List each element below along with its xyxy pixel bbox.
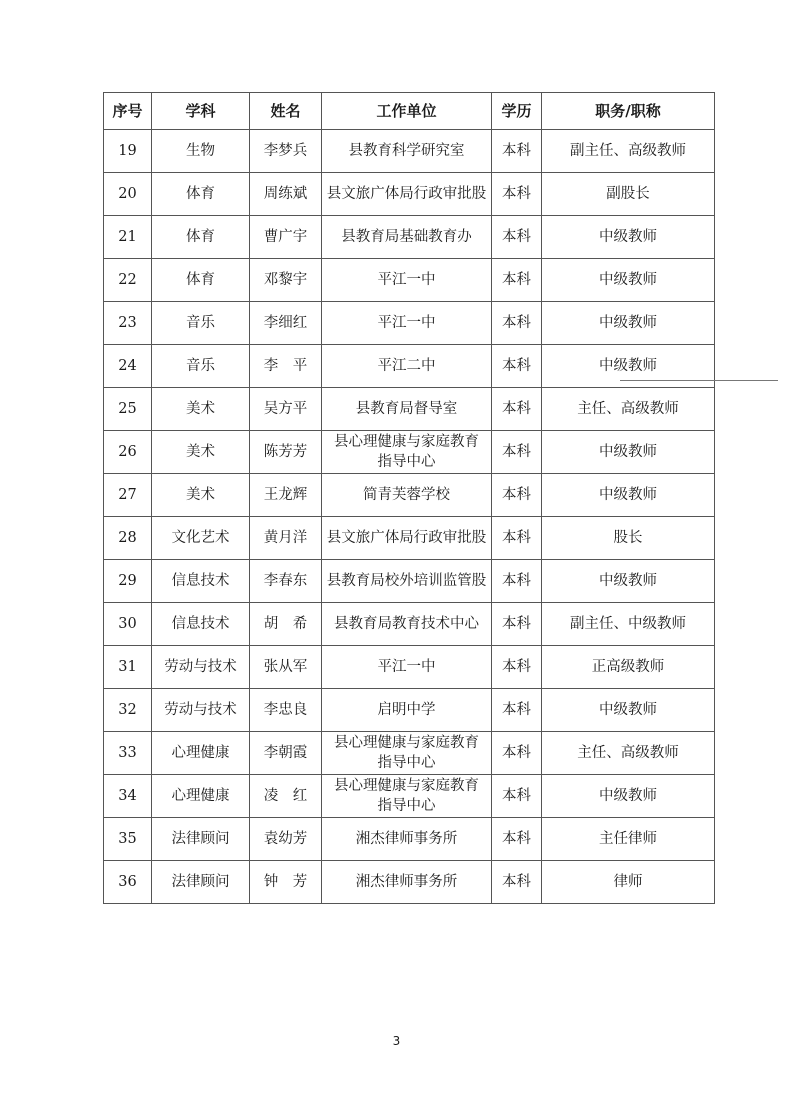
- cell-subject: 信息技术: [152, 560, 250, 603]
- cell-index: 36: [104, 861, 152, 904]
- table-row: [104, 861, 715, 904]
- cell-index: 29: [104, 560, 152, 603]
- cell-subject: 劳动与技术: [152, 689, 250, 732]
- cell-title: 律师: [542, 861, 715, 904]
- header-education: 学历: [492, 93, 542, 130]
- table-row: [104, 517, 715, 560]
- table-row: [104, 173, 715, 216]
- cell-index: 19: [104, 130, 152, 173]
- page-number: 3: [392, 1034, 401, 1048]
- cell-title: 中级教师: [542, 302, 715, 345]
- cell-name: 李 平: [250, 345, 322, 388]
- cell-title: 副主任、中级教师: [542, 603, 715, 646]
- cell-index: 20: [104, 173, 152, 216]
- cell-name: 吴方平: [250, 388, 322, 431]
- cell-workplace: 县心理健康与家庭教育 指导中心: [322, 775, 492, 818]
- cell-title: 副主任、高级教师: [542, 130, 715, 173]
- cell-workplace: 县教育局基础教育办: [322, 216, 492, 259]
- table-row: [104, 388, 715, 431]
- cell-index: 34: [104, 775, 152, 818]
- cell-name: 黄月洋: [250, 517, 322, 560]
- cell-title: 中级教师: [542, 345, 715, 388]
- cell-workplace: 县文旅广体局行政审批股: [322, 517, 492, 560]
- table-row: [104, 560, 715, 603]
- cell-title: 中级教师: [542, 689, 715, 732]
- cell-index: 32: [104, 689, 152, 732]
- cell-title: 主任律师: [542, 818, 715, 861]
- cell-name: 王龙辉: [250, 474, 322, 517]
- cell-title: 主任、高级教师: [542, 388, 715, 431]
- cell-name: 张从军: [250, 646, 322, 689]
- table-row: [104, 732, 715, 775]
- cell-subject: 美术: [152, 431, 250, 474]
- cell-subject: 心理健康: [152, 775, 250, 818]
- cell-education: 本科: [492, 732, 542, 775]
- cell-title: 中级教师: [542, 775, 715, 818]
- table-row: [104, 818, 715, 861]
- cell-workplace: 平江一中: [322, 646, 492, 689]
- stray-line: [620, 380, 778, 381]
- cell-workplace: 湘杰律师事务所: [322, 861, 492, 904]
- cell-subject: 文化艺术: [152, 517, 250, 560]
- table-row: [104, 431, 715, 474]
- cell-subject: 美术: [152, 474, 250, 517]
- cell-title: 中级教师: [542, 474, 715, 517]
- table-row: [104, 474, 715, 517]
- cell-name: 李忠良: [250, 689, 322, 732]
- cell-index: 31: [104, 646, 152, 689]
- cell-education: 本科: [492, 689, 542, 732]
- table-row: [104, 345, 715, 388]
- cell-subject: 生物: [152, 130, 250, 173]
- cell-name: 袁幼芳: [250, 818, 322, 861]
- cell-subject: 音乐: [152, 345, 250, 388]
- cell-education: 本科: [492, 259, 542, 302]
- cell-workplace: 简青芙蓉学校: [322, 474, 492, 517]
- cell-workplace: 平江一中: [322, 259, 492, 302]
- cell-title: 中级教师: [542, 259, 715, 302]
- cell-name: 李春东: [250, 560, 322, 603]
- cell-subject: 体育: [152, 259, 250, 302]
- cell-education: 本科: [492, 345, 542, 388]
- cell-name: 曹广宇: [250, 216, 322, 259]
- cell-name: 钟 芳: [250, 861, 322, 904]
- cell-education: 本科: [492, 474, 542, 517]
- cell-title: 中级教师: [542, 560, 715, 603]
- cell-index: 23: [104, 302, 152, 345]
- cell-index: 21: [104, 216, 152, 259]
- header-name: 姓名: [250, 93, 322, 130]
- cell-name: 李细红: [250, 302, 322, 345]
- cell-index: 24: [104, 345, 152, 388]
- cell-title: 正高级教师: [542, 646, 715, 689]
- cell-workplace: 平江二中: [322, 345, 492, 388]
- table-row: [104, 603, 715, 646]
- cell-workplace: 县教育局教育技术中心: [322, 603, 492, 646]
- table-row: [104, 216, 715, 259]
- cell-name: 胡 希: [250, 603, 322, 646]
- cell-education: 本科: [492, 216, 542, 259]
- cell-index: 25: [104, 388, 152, 431]
- cell-name: 李朝霞: [250, 732, 322, 775]
- cell-education: 本科: [492, 517, 542, 560]
- cell-title: 副股长: [542, 173, 715, 216]
- cell-workplace: 县文旅广体局行政审批股: [322, 173, 492, 216]
- cell-index: 30: [104, 603, 152, 646]
- table-row: [104, 130, 715, 173]
- cell-education: 本科: [492, 302, 542, 345]
- table-row: [104, 646, 715, 689]
- cell-education: 本科: [492, 173, 542, 216]
- cell-index: 22: [104, 259, 152, 302]
- cell-index: 33: [104, 732, 152, 775]
- cell-workplace: 启明中学: [322, 689, 492, 732]
- table-row: [104, 302, 715, 345]
- cell-name: 凌 红: [250, 775, 322, 818]
- cell-workplace: 县教育局督导室: [322, 388, 492, 431]
- cell-subject: 心理健康: [152, 732, 250, 775]
- cell-subject: 体育: [152, 216, 250, 259]
- cell-title: 主任、高级教师: [542, 732, 715, 775]
- header-index: 序号: [104, 93, 152, 130]
- table-body: [104, 130, 715, 904]
- cell-subject: 音乐: [152, 302, 250, 345]
- cell-workplace: 县心理健康与家庭教育 指导中心: [322, 732, 492, 775]
- cell-subject: 法律顾问: [152, 861, 250, 904]
- cell-education: 本科: [492, 603, 542, 646]
- cell-index: 26: [104, 431, 152, 474]
- cell-subject: 体育: [152, 173, 250, 216]
- cell-index: 28: [104, 517, 152, 560]
- header-workplace: 工作单位: [322, 93, 492, 130]
- header-title: 职务/职称: [542, 93, 715, 130]
- cell-education: 本科: [492, 130, 542, 173]
- cell-name: 李梦兵: [250, 130, 322, 173]
- cell-education: 本科: [492, 431, 542, 474]
- cell-workplace: 平江一中: [322, 302, 492, 345]
- cell-education: 本科: [492, 861, 542, 904]
- cell-subject: 法律顾问: [152, 818, 250, 861]
- cell-subject: 美术: [152, 388, 250, 431]
- table-row: [104, 775, 715, 818]
- cell-workplace: 县教育科学研究室: [322, 130, 492, 173]
- member-table: [103, 92, 715, 904]
- table-header-row: [104, 93, 715, 130]
- table-row: [104, 689, 715, 732]
- header-subject: 学科: [152, 93, 250, 130]
- cell-education: 本科: [492, 560, 542, 603]
- cell-name: 陈芳芳: [250, 431, 322, 474]
- cell-name: 邓黎宇: [250, 259, 322, 302]
- cell-subject: 劳动与技术: [152, 646, 250, 689]
- cell-subject: 信息技术: [152, 603, 250, 646]
- cell-education: 本科: [492, 818, 542, 861]
- cell-index: 27: [104, 474, 152, 517]
- cell-education: 本科: [492, 775, 542, 818]
- cell-name: 周练斌: [250, 173, 322, 216]
- cell-education: 本科: [492, 388, 542, 431]
- cell-education: 本科: [492, 646, 542, 689]
- table-row: [104, 259, 715, 302]
- cell-workplace: 县心理健康与家庭教育 指导中心: [322, 431, 492, 474]
- cell-workplace: 湘杰律师事务所: [322, 818, 492, 861]
- cell-workplace: 县教育局校外培训监管股: [322, 560, 492, 603]
- cell-index: 35: [104, 818, 152, 861]
- cell-title: 股长: [542, 517, 715, 560]
- cell-title: 中级教师: [542, 216, 715, 259]
- cell-title: 中级教师: [542, 431, 715, 474]
